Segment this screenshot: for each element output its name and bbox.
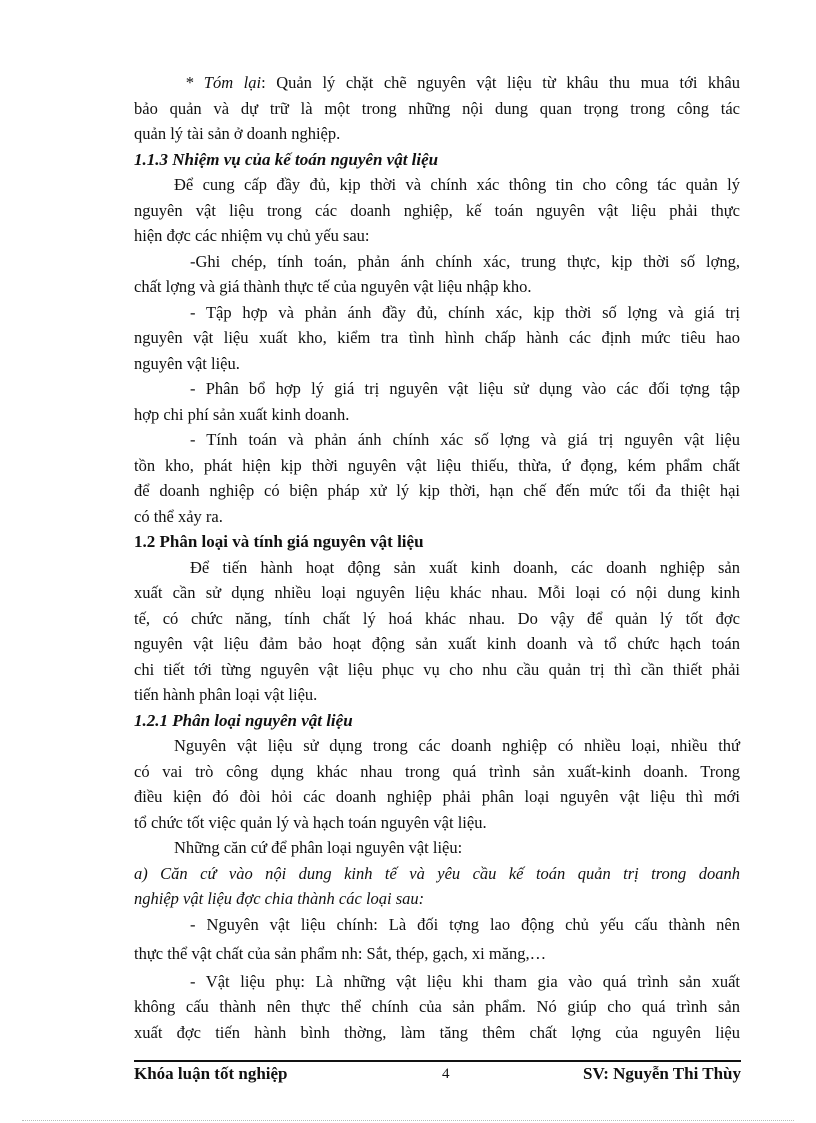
text-line: có thể xảy ra. [134,506,223,526]
footer-title: Khóa luận tốt nghiệp [134,1064,288,1083]
section-heading-1-2: 1.2 Phân loại và tính giá nguyên vật liệu [134,532,424,551]
text-line: hợp chi phí sản xuất kinh doanh. [134,404,350,424]
text-line: Nguyên vật liệu sử dụng trong các doanh nghiệp có nhiều loại, nhiều thứ [174,736,740,755]
text-line-italic: nghiệp vật liệu đợc chia thành các loại sau: [134,889,425,908]
text-line: quản lý tài sản ở doanh nghiệp. [134,124,341,143]
text-line: tế, có chức năng, tính chất lý hoá khác nhau. Do vậy để quản lý tốt đợc [134,608,740,628]
section-heading-1-2-1: 1.2.1 Phân loại nguyên vật liệu [134,710,353,730]
page-footer [134,1064,741,1088]
text-line: tiến hành phân loại vật liệu. [134,685,318,704]
summary-text: : Quản lý chặt chẽ nguyên vật liệu từ khâu thu mua tới khâu [261,73,740,92]
text-line: chất lợng và giá thành thực tế của nguyên vật liệu nhập kho. [134,277,532,296]
section-heading-1-1-3: 1.1.3 Nhiệm vụ của kế toán nguyên vật liệu [134,149,439,169]
text-line: chi tiết tới từng nguyên vật liệu phục vụ cho nhu cầu quản trị thì cần thiết phải [134,659,740,679]
text-line: nguyên vật liệu xuất kho, kiểm tra tình hình chấp hành các định mức tiêu hao [134,328,740,347]
text-line: có vai trò công dụng khác nhau trong quá trình sản xuất-kinh doanh. Trong [134,761,740,781]
text-line: tổ chức tốt việc quản lý và hạch toán nguyên vật liệu. [134,812,487,832]
page-edge-divider [22,1120,794,1121]
text-line: điều kiện đó đòi hỏi các doanh nghiệp phải phân loại nguyên vật liệu thì mới [134,787,740,806]
text-line: thực thể vật chất của sản phẩm nh: Sắt, thép, gạch, xi măng,… [134,944,547,963]
text-line: Những căn cứ để phân loại nguyên vật liệu: [174,838,463,857]
text-line: xuất cần sử dụng nhiều loại nguyên liệu khác nhau. Mỗi loại có nội dung kinh [134,583,740,602]
text-line: nguyên vật liệu đảm bảo hoạt động sản xuất kinh doanh và tổ chức hạch toán [134,634,740,653]
text-line: - Nguyên vật liệu chính: Là đối tợng lao động chủ yếu cấu thành nên [190,914,740,934]
text-line: - Phân bổ hợp lý giá trị nguyên vật liệu sử dụng vào các đối tợng tập [190,379,740,398]
page-number: 4 [442,1066,450,1082]
text-line: Để tiến hành hoạt động sản xuất kinh doanh, các doanh nghiệp sản [190,557,740,577]
text-line-italic: a) Căn cứ vào nội dung kinh tế và yêu cầu kế toán quản trị trong doanh [134,863,740,883]
text-line: -Ghi chép, tính toán, phản ánh chính xác, trung thực, kịp thời số lợng, [190,251,740,271]
text-line: - Vật liệu phụ: Là những vật liệu khi tham gia vào quá trình sản xuất [190,971,740,991]
text-line: tồn kho, phát hiện kịp thời nguyên vật liệu thiếu, thừa, ứ đọng, kém phẩm chất [134,455,740,475]
document-page [134,70,740,1045]
text-line: hiện đợc các nhiệm vụ chủ yếu sau: [134,226,370,245]
text-line: - Tính toán và phản ánh chính xác số lợng và giá trị nguyên vật liệu [190,430,740,449]
text-line: không cấu thành nên thực thể chính của sản phẩm. Nó giúp cho quá trình sản [134,997,740,1016]
text-line: để doanh nghiệp có biện pháp xử lý kịp thời, hạn chế đến mức tối đa thiệt hại [134,481,740,500]
text-line: nguyên vật liệu trong các doanh nghiệp, kế toán nguyên vật liệu phải thực [134,200,740,220]
text-line: nguyên vật liệu. [134,353,240,373]
footer-divider [134,1060,741,1062]
summary-label: * Tóm lại [185,73,262,92]
text-line: bảo quản và dự trữ là một trong những nội dung quan trọng trong công tác [134,98,740,118]
text-line: - Tập hợp và phản ánh đầy đủ, chính xác, kịp thời số lợng và giá trị [190,302,740,322]
summary-line [134,70,740,96]
text-line: Để cung cấp đầy đủ, kịp thời và chính xác thông tin cho công tác quản lý [174,175,740,194]
footer-author: SV: Nguyễn Thi Thùy [583,1064,741,1083]
text-line: xuất đợc tiến hành bình thờng, làm tăng thêm chất lợng của nguyên liệu [134,1022,740,1042]
